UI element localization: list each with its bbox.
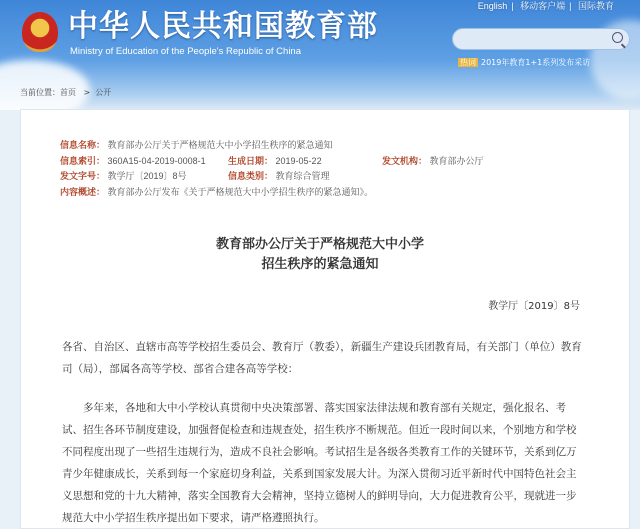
top-links: English | 移动客户端 | 国际教育 <box>477 1 614 11</box>
link-mobile[interactable]: 移动客户端 <box>520 1 566 11</box>
label: 生成日期： <box>228 155 274 166</box>
recipients-paragraph: 各省、自治区、直辖市高等学校招生委员会、教育厅（教委），新疆生产建设兵团教育局，有关部门（单位）教育司（局），部属各高等学校、部省合建各高等学校： <box>62 341 582 375</box>
label: 发文字号： <box>60 171 106 181</box>
breadcrumb-prefix: 当前位置： <box>20 88 60 97</box>
hot-label: 热词 <box>460 58 476 67</box>
label: 信息索引： <box>60 155 106 166</box>
document-number: 教学厅〔2019〕8号 <box>488 301 580 312</box>
label: 内容概述： <box>60 186 106 197</box>
link-english[interactable]: English <box>477 1 508 11</box>
breadcrumb <box>20 88 111 98</box>
breadcrumb-home[interactable]: 首页 <box>60 88 76 97</box>
info-metadata <box>60 138 484 200</box>
cloud-decoration <box>0 60 90 110</box>
breadcrumb-current[interactable]: 公开 <box>95 88 112 97</box>
hot-topic-link[interactable]: 2019年教育1+1系列发布采访 <box>481 58 591 67</box>
breadcrumb-separator: > <box>83 88 91 97</box>
document-title-line1: 教育部办公厅关于严格规范大中小学 <box>215 237 424 252</box>
info-docno: 教学厅〔2019〕8号 <box>107 171 187 181</box>
info-summary: 教育部办公厅发布《关于严格规范大中小学招生秩序的紧急通知》。 <box>107 186 374 197</box>
hot-topic[interactable] <box>458 58 590 68</box>
info-org: 教育部办公厅 <box>429 155 484 166</box>
body-paragraph: 多年来，各地和大中小学校认真贯彻中央决策部署、落实国家法律法规和教育部有关规定，强化报名、考试、招生各环节制度建设，加强督促检查和违规查处，招生秩序不断规范。但近一段时间以来，个别地方和学校不同程度出现了一些招生违规行为，造成不良社会影响。考试招生是各级各类教育工作的关键环节，关系到亿万青少年健康成长，关系到每一个家庭切身利益，关系到国家发展大计。为深入贯彻习近平新时代中国特色社会主义思想和党的十九大精神，落实全国教育大会精神，坚持立德树人的鲜明导向，大力促进教育公平，现就进一步规范大中小学招生秩序提出如下要求，请严格遵照执行。 <box>62 402 577 524</box>
label: 信息类别： <box>228 171 274 181</box>
site-header-banner <box>0 0 640 110</box>
label: 发文机构： <box>382 155 428 166</box>
document-title-line2: 招生秩序的紧急通知 <box>261 257 379 272</box>
search-icon[interactable] <box>612 32 623 43</box>
label: 信息名称： <box>60 140 106 150</box>
site-title[interactable]: 中华人民共和国教育部 <box>68 9 378 44</box>
national-emblem-logo[interactable] <box>22 12 58 52</box>
info-index: 360A15-04-2019-0008-1 <box>107 155 206 166</box>
info-date: 2019-05-22 <box>275 155 322 166</box>
site-subtitle: Ministry of Education of the People's Republic of China <box>70 46 301 57</box>
search-input[interactable] <box>452 28 630 50</box>
info-name: 教育部办公厅关于严格规范大中小学招生秩序的紧急通知 <box>107 140 333 150</box>
info-category: 教育综合管理 <box>275 171 330 181</box>
link-international[interactable]: 国际教育 <box>577 1 614 11</box>
